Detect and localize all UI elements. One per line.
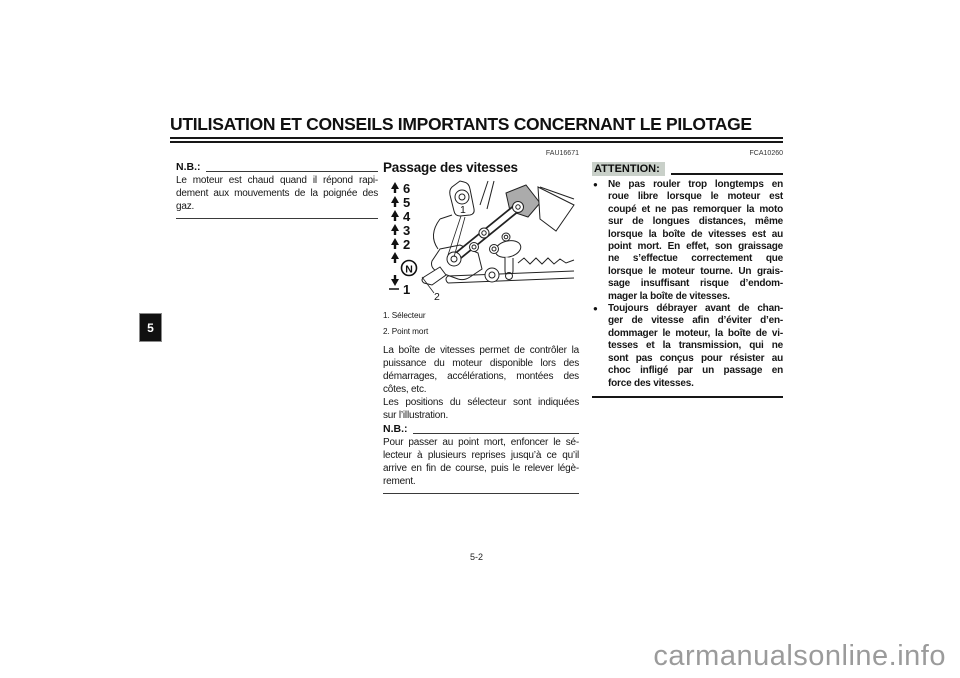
nb-label: N.B.:: [383, 423, 408, 435]
reference-code: FCA10260: [749, 150, 783, 157]
text-line: puissance du moteur disponible lors des: [383, 358, 579, 369]
page-number: 5-2: [469, 552, 483, 562]
attention-heading-rule: [671, 173, 783, 175]
attention-item-clutch: [592, 303, 783, 390]
gearbox-paragraph: [383, 344, 579, 396]
reference-code: FAU16671: [545, 150, 579, 157]
text-line: côtes, etc.: [383, 384, 427, 395]
shift-pattern: [389, 181, 417, 297]
figure-legend: [383, 308, 579, 339]
legend-item-neutral: 2. Point mort: [383, 326, 429, 336]
bullet-icon: ●: [593, 304, 598, 314]
callout-1: 1: [460, 204, 466, 216]
gear-6-label: 6: [403, 181, 411, 196]
gear-shift-diagram: [388, 179, 576, 301]
legend-item-selector: 1. Sélecteur: [383, 311, 426, 320]
text-line: arrive en fin de course, puis le relever légè-: [383, 463, 579, 474]
gear-3-label: 3: [403, 223, 411, 238]
text-line: ne s’effectue correctement que: [608, 253, 783, 265]
gear-1-label: 1: [403, 282, 411, 297]
text-line: Toujours débrayer avant de chan-: [608, 303, 783, 315]
text-line: coupé et ne pas remorquer la moto: [608, 203, 783, 215]
title-double-rule: [170, 137, 783, 143]
text-line: force des vitesses.: [608, 377, 694, 389]
middle-column: [383, 150, 579, 494]
gear-4-label: 4: [403, 209, 411, 224]
nb-paragraph: [383, 436, 579, 488]
text-line: lorsque la boîte de vitesses est au: [608, 228, 783, 240]
nb-label: N.B.:: [176, 161, 201, 173]
text-line: La boîte de vitesses permet de contrôler la: [383, 345, 579, 356]
text-line: Les positions du sélecteur sont indiquées: [383, 397, 579, 408]
watermark-text: carmanualsonline.info: [653, 640, 946, 672]
text-line: tesses et la transmission, qui ne: [608, 340, 783, 352]
bullet-icon: ●: [593, 180, 598, 189]
text-line: sage insuffisant risque d’endom-: [608, 278, 783, 290]
text-line: dement aux mouvements de la poignée des: [176, 188, 378, 199]
attention-item-text: [608, 179, 783, 303]
attention-closing-rule: [592, 396, 783, 398]
nb-heading-rule: [206, 171, 379, 172]
text-line: sur de longues distances, même: [608, 216, 783, 228]
text-line: sont pas conçus pour résister au: [608, 352, 783, 364]
left-column: [176, 161, 378, 219]
text-line: Pour passer au point mort, enfoncer le sé-: [383, 437, 579, 448]
gear-5-label: 5: [403, 195, 411, 210]
text-line: gaz.: [176, 201, 195, 212]
nb-heading: [176, 161, 378, 174]
nb-paragraph: [176, 174, 378, 213]
text-line: Le moteur est chaud quand il répond rapi-: [176, 175, 378, 186]
attention-bullet-list: [592, 179, 783, 390]
text-line: lorsque le moteur tourne. Un grais-: [608, 265, 783, 277]
attention-label: ATTENTION:: [592, 162, 665, 176]
gear-2-label: 2: [403, 237, 411, 252]
nb-heading: [383, 423, 579, 436]
attention-item-text: [608, 303, 783, 390]
text-line: point mort. En effet, son graissage: [608, 241, 783, 253]
text-line: lecteur à plusieurs reprises jusqu’à ce qu’il: [383, 450, 579, 461]
nb-closing-rule: [176, 218, 378, 219]
attention-item-coasting: [592, 179, 783, 303]
text-line: rement.: [383, 476, 416, 487]
section-number-tab: 5: [139, 313, 162, 342]
selector-positions-paragraph: [383, 396, 579, 422]
attention-heading: [592, 162, 783, 176]
callout-2: 2: [434, 291, 440, 301]
nb-closing-rule: [383, 493, 579, 494]
nb-heading-rule: [413, 433, 580, 434]
shift-lever-drawing: [422, 181, 574, 285]
text-line: mager la boîte de vitesses.: [608, 290, 730, 302]
gear-neutral-label: N: [405, 263, 413, 276]
text-line: Ne pas rouler trop longtemps en: [608, 179, 783, 190]
page-title: UTILISATION ET CONSEILS IMPORTANTS CONCERNANT LE PILOTAGE: [170, 114, 752, 134]
text-line: démarrages, accélérations, montées des: [383, 371, 579, 382]
text-line: ger de vitesse afin d’éviter d’en-: [608, 315, 783, 327]
gear-shift-figure: [388, 179, 579, 306]
text-line: dommager le moteur, la boîte de vi-: [608, 327, 783, 339]
text-line: choc infligé par un passage en: [608, 365, 783, 377]
right-column: [592, 150, 783, 398]
text-line: sur l’illustration.: [383, 410, 449, 421]
section-heading: Passage des vitesses: [383, 160, 518, 175]
text-line: roue libre lorsque le moteur est: [608, 191, 783, 203]
